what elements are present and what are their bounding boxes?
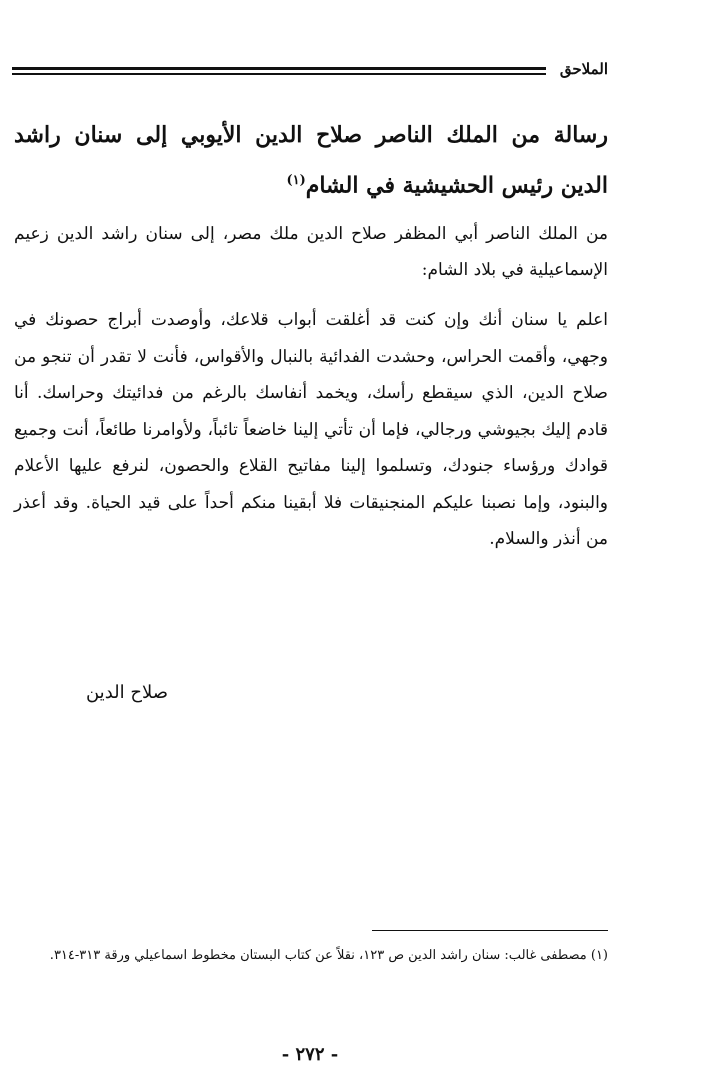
signature: صلاح الدين bbox=[85, 682, 168, 703]
letter-intro: من الملك الناصر أبي المظفر صلاح الدين ملك مصر، إلى سنان راشد الدين زعيم الإسماعيلية في بلاد الشام: bbox=[14, 224, 608, 280]
heading-text: رسالة من الملك الناصر صلاح الدين الأيوبي إلى سنان راشد الدين رئيس الحشيشية في الشام bbox=[14, 122, 608, 199]
page-number: - ٢٧٢ - bbox=[281, 1044, 339, 1065]
running-header bbox=[12, 58, 608, 86]
footnote-divider bbox=[372, 930, 608, 931]
heading-footnote-marker: (١) bbox=[286, 173, 306, 188]
letter-heading bbox=[14, 112, 608, 208]
letter-body: اعلم يا سنان أنك وإن كنت قد أغلقت أبواب قلاعك، وأوصدت أبراج حصونك في وجهي، وأقمت الحراس، وحشدت الفدائية بالنبال والأقواس، فأنت لا تقدر أن تنجو من صلاح الدين، الذي سيقطع رأسك، ويخمد أنفاسك بالرغم من فدائيتك وحراسك. أنا قادم إليك بجيوشي ورجالي، فإما أن تأتي إلينا خاضعاً تائباً، ولأوامرنا طائعاً، أنت وجميع قوادك ورؤساء جنودك، وتسلموا إلينا مفاتيح القلاع والحصون، لنرفع عليها الأعلام والبنود، وإما نصبنا عليكم المنجنيقات فلا أبقينا منكم أحداً على قيد الحياة. وقد أعذر من أنذر والسلام. bbox=[14, 310, 608, 549]
running-header-title: الملاحق bbox=[559, 60, 608, 78]
header-rule-thin bbox=[12, 73, 546, 75]
footnote: (١) مصطفى غالب: سنان راشد الدين ص ١٢٣، نقلاً عن كتاب البستان مخطوط اسماعيلي ورقة ٣١٣-٣١٤. bbox=[49, 948, 608, 963]
